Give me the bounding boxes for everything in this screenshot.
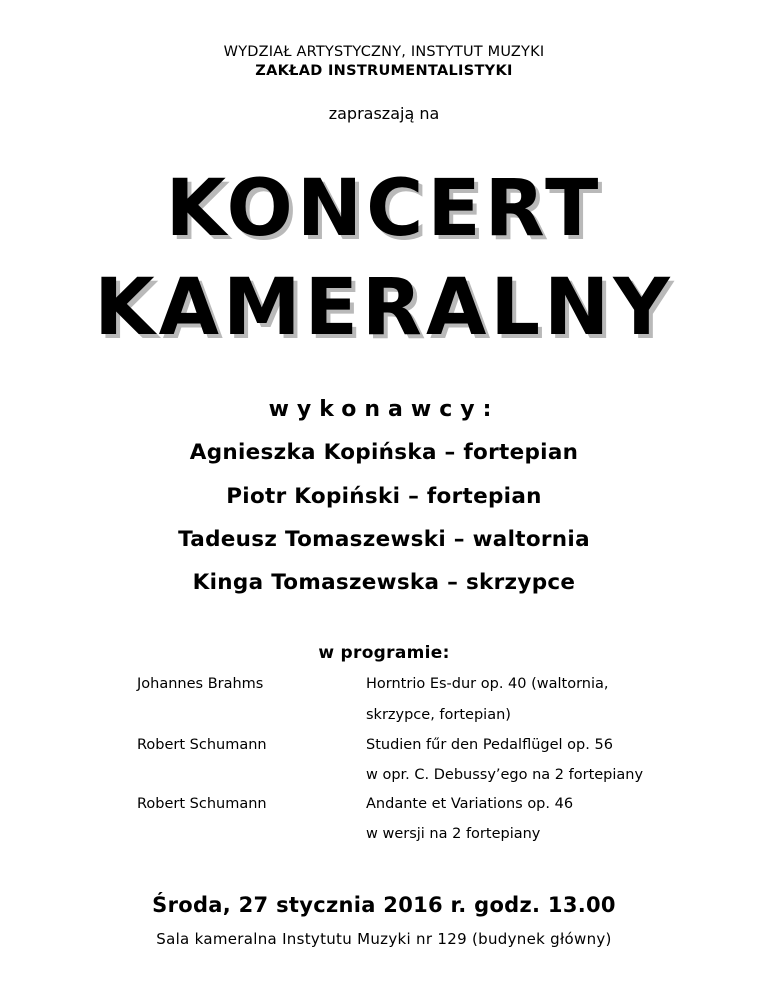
invite-text: zapraszają na <box>328 104 440 123</box>
program-row <box>0 737 768 761</box>
composer-name: Johannes Brahms <box>137 676 264 692</box>
work-title: w opr. C. Debussy’ego na 2 fortepiany <box>366 767 644 783</box>
program-row <box>0 796 768 820</box>
work-title: w wersji na 2 fortepiany <box>366 826 541 842</box>
work-title: Horntrio Es-dur op. 40 (waltornia, <box>366 676 609 692</box>
title-line-2: KAMERALNY <box>94 263 674 353</box>
performer-2: Piotr Kopiński – fortepian <box>226 484 542 509</box>
program-row <box>0 676 768 700</box>
program-label: w programie: <box>318 643 450 663</box>
program-row <box>0 826 768 850</box>
work-title: skrzypce, fortepian) <box>366 707 511 723</box>
composer-name: Robert Schumann <box>137 796 267 812</box>
department-line: ZAKŁAD INSTRUMENTALISTYKI <box>255 63 513 79</box>
program-row <box>0 767 768 791</box>
performer-4: Kinga Tomaszewska – skrzypce <box>192 570 576 595</box>
composer-name: Robert Schumann <box>137 737 267 753</box>
work-title: Andante et Variations op. 46 <box>366 796 574 812</box>
performers-label: wykonawcy: <box>268 397 500 422</box>
performer-3: Tadeusz Tomaszewski – waltornia <box>178 527 590 552</box>
performer-1: Agnieszka Kopińska – fortepian <box>189 440 579 465</box>
title-line-1: KONCERT <box>165 164 603 254</box>
program-row <box>0 707 768 731</box>
work-title: Studien fűr den Pedalflügel op. 56 <box>366 737 613 753</box>
event-date-time: Środa, 27 stycznia 2016 r. godz. 13.00 <box>152 893 616 917</box>
event-venue: Sala kameralna Instytutu Muzyki nr 129 (budynek główny) <box>156 930 612 948</box>
institute-line: WYDZIAŁ ARTYSTYCZNY, INSTYTUT MUZYKI <box>223 44 545 60</box>
